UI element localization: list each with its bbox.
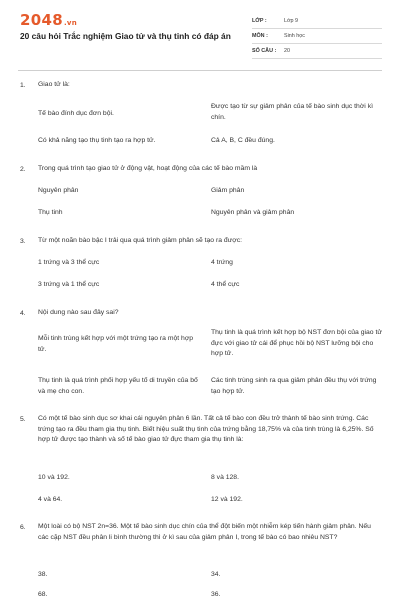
answer-option[interactable]: 10 và 192. <box>38 474 70 481</box>
logo-main: 2048 <box>20 11 63 29</box>
meta-key: SỐ CÂU : <box>252 48 277 54</box>
answer-option[interactable]: Nguyên phân <box>38 187 79 194</box>
question-number: 4. <box>20 310 26 317</box>
meta-key: MÔN : <box>252 33 268 39</box>
answer-option[interactable]: 12 và 192. <box>211 496 243 503</box>
answer-option[interactable]: Các tinh trùng sinh ra qua giảm phân đều thụ với trứng tạo hợp tử. <box>211 377 377 395</box>
question-text: Trong quá trình tạo giao tử ở động vật, hoạt động của các tế bào mầm là <box>38 165 258 172</box>
question-text: Giao tử là: <box>38 81 70 88</box>
header <box>0 0 400 72</box>
answer-option[interactable]: Thụ tinh là quá trình kết hợp bộ NST đơn bội của giao tử đực với giao tử cái để phục hồi bộ NST lưỡng bội cho hợp tử. <box>211 329 382 357</box>
question-text: Một loài có bộ NST 2n=36. Một tế bào sinh dục chín của thể đột biến một nhiễm kép tiến hành giảm phân. Nếu các cặp NST đều phân li bình thường thì ở kì sau của giảm phân I, trong tế bào có bao nhiêu NST? <box>38 523 371 541</box>
answer-option[interactable]: Giảm phân <box>211 187 245 194</box>
answer-option[interactable]: 8 và 128. <box>211 474 239 481</box>
meta-row-subject <box>252 29 382 44</box>
answer-option[interactable]: 38. <box>38 571 48 578</box>
answer-option[interactable]: 4 thể cực <box>211 281 240 288</box>
meta-row-count <box>252 44 382 59</box>
question-text: Có một tế bào sinh dục sơ khai cái nguyên phân 6 lần. Tất cả tế bào con đều trở thành tế bào sinh trứng. Các trứng tạo ra đều tham gia thụ tinh. Biết hiệu suất thụ tinh của trứng bằng 18,75% và của tinh trùng là 6,25%. Số hợp tử được tạo thành và số tế bào giao tử đực tham gia thụ tinh là: <box>38 415 374 443</box>
meta-table <box>252 14 382 59</box>
answer-option[interactable]: 4 trứng <box>211 259 233 266</box>
question-text: Từ một noãn bào bậc I trải qua quá trình giảm phân sẽ tạo ra được: <box>38 237 242 244</box>
answer-option[interactable]: Thụ tinh <box>38 209 63 216</box>
answer-option[interactable]: Được tạo từ sự giảm phân của tế bào sinh dục thời kì chín. <box>211 103 373 121</box>
meta-row-grade <box>252 14 382 29</box>
logo-suffix: .vn <box>63 19 78 27</box>
document-title: 20 câu hỏi Trắc nghiệm Giao tử và thụ tinh có đáp án <box>20 31 231 41</box>
answer-option[interactable]: Thụ tinh là quá trình phối hợp yếu tố di truyền của bố và mẹ cho con. <box>38 377 198 395</box>
question-number: 3. <box>20 238 26 245</box>
site-logo[interactable] <box>20 11 77 29</box>
answer-option[interactable]: 4 và 64. <box>38 496 63 503</box>
answer-option[interactable]: 36. <box>211 591 221 598</box>
answer-option[interactable]: 34. <box>211 571 221 578</box>
answer-option[interactable]: Mỗi tinh trùng kết hợp với một trứng tạo ra một hợp tử. <box>38 335 194 353</box>
question-number: 1. <box>20 82 26 89</box>
meta-value: Lớp 9 <box>284 18 299 24</box>
question-text: Nội dung nào sau đây sai? <box>38 309 119 316</box>
meta-value: 20 <box>284 48 290 54</box>
question-number: 2. <box>20 166 26 173</box>
meta-key: LỚP : <box>252 18 267 24</box>
answer-option[interactable]: 1 trứng và 3 thể cực <box>38 259 100 266</box>
answer-option[interactable]: Có khả năng tạo thụ tinh tạo ra hợp tử. <box>38 137 156 144</box>
answer-option[interactable]: 68. <box>38 591 48 598</box>
answer-option[interactable]: Cả A, B, C đều đúng. <box>211 137 275 144</box>
header-divider <box>18 70 382 71</box>
answer-option[interactable]: 3 trứng và 1 thể cực <box>38 281 100 288</box>
meta-value: Sinh học <box>284 33 305 39</box>
answer-option[interactable]: Tế bào đính dục đơn bội. <box>38 110 114 117</box>
question-number: 5. <box>20 416 26 423</box>
question-number: 6. <box>20 524 26 531</box>
answer-option[interactable]: Nguyên phân và giảm phân <box>211 209 295 216</box>
